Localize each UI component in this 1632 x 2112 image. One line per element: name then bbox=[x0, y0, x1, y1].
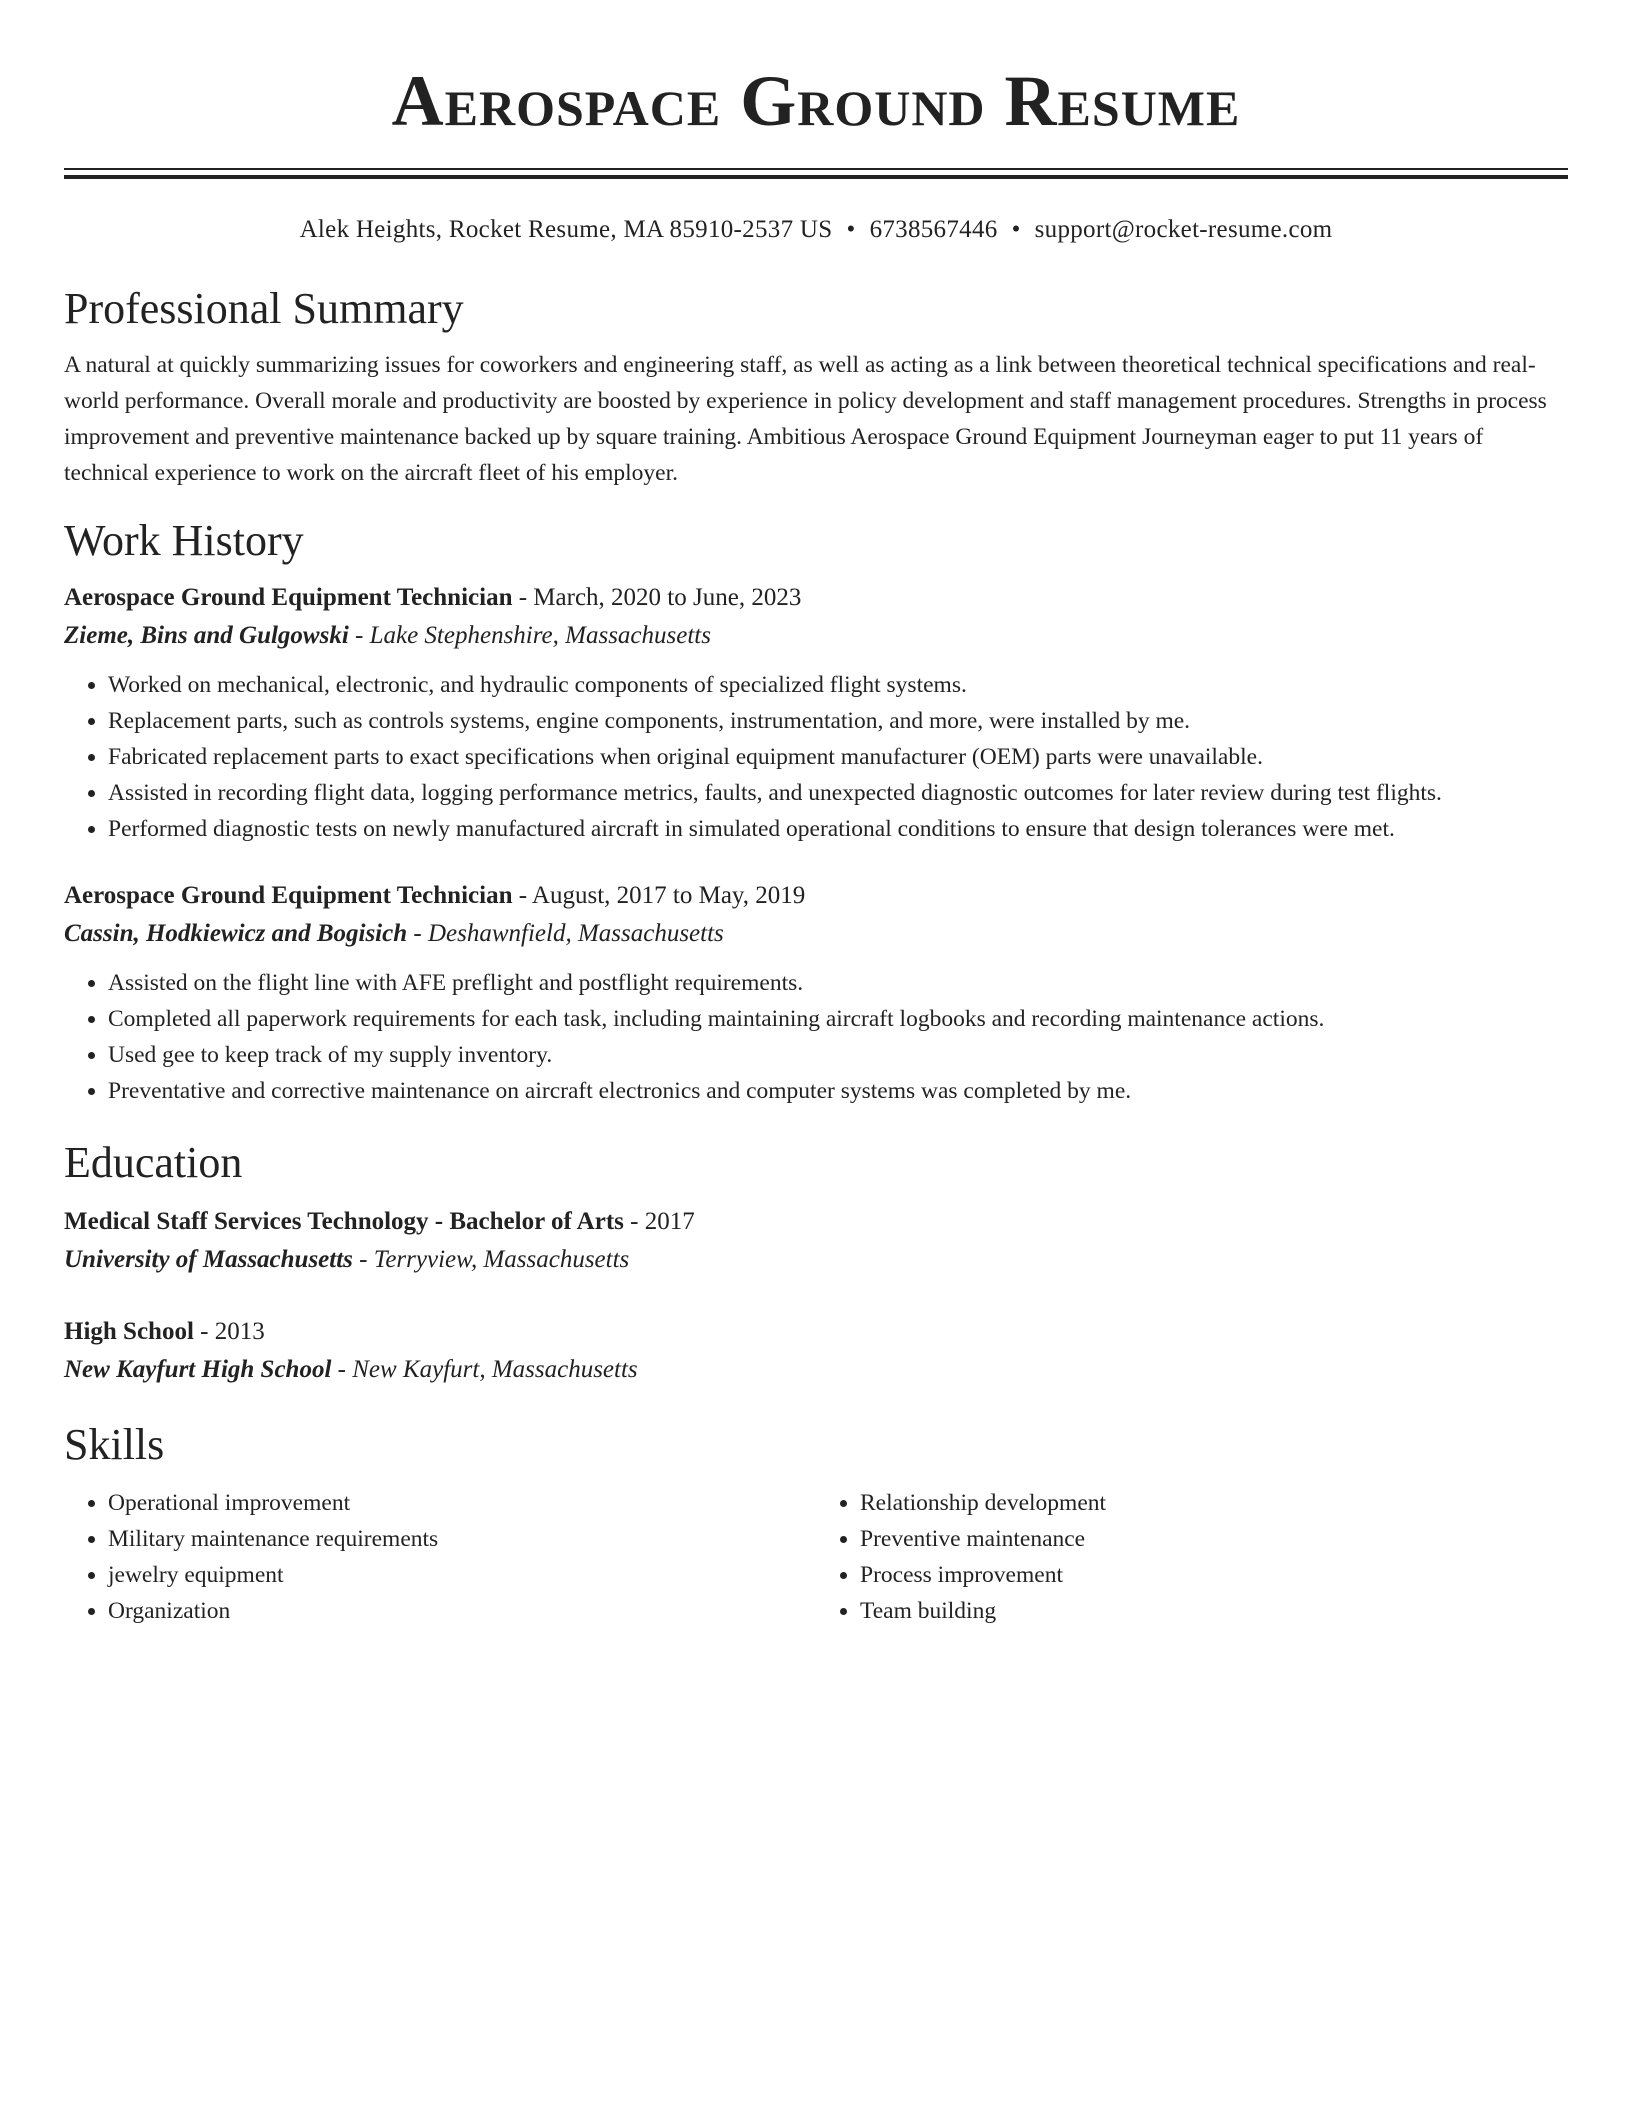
job-bullet: • Replacement parts, such as controls systems, engine components, instrumentation, and more, were installed by me. bbox=[108, 703, 1568, 739]
education-school: University of Massachusetts bbox=[64, 1246, 353, 1273]
contact-separator: • bbox=[846, 216, 856, 243]
skills-grid bbox=[64, 1485, 1568, 1629]
skill-item: • Process improvement bbox=[860, 1557, 1568, 1593]
skill-item: • Team building bbox=[860, 1593, 1568, 1629]
education-school-line bbox=[64, 1351, 1568, 1389]
job-company: Cassin, Hodkiewicz and Bogisich bbox=[64, 920, 408, 947]
title-double-rule bbox=[64, 168, 1568, 179]
education-location: - Terryview, Massachusetts bbox=[352, 1246, 630, 1273]
skill-item: • Operational improvement bbox=[108, 1485, 816, 1521]
education-degree: Medical Staff Services Technology - Bachelor of Arts bbox=[64, 1208, 624, 1235]
job-bullet: • Fabricated replacement parts to exact specifications when original equipment manufacturer (OEM) parts were unavailable. bbox=[108, 739, 1568, 775]
work-history-section bbox=[64, 513, 1568, 1109]
education-header bbox=[64, 1203, 1568, 1241]
job-employer bbox=[64, 617, 1568, 655]
skill-item: • Preventive maintenance bbox=[860, 1521, 1568, 1557]
education-year: - 2013 bbox=[193, 1318, 265, 1345]
job-header bbox=[64, 877, 1568, 915]
job-title: Aerospace Ground Equipment Technician bbox=[64, 584, 513, 611]
skills-heading: Skills bbox=[64, 1420, 165, 1469]
skill-item: • Military maintenance requirements bbox=[108, 1521, 816, 1557]
contact-line bbox=[64, 213, 1568, 247]
job-bullet: • Performed diagnostic tests on newly manufactured aircraft in simulated operational conditions to ensure that design tolerances were met. bbox=[108, 811, 1568, 847]
job-bullet: • Assisted on the flight line with AFE preflight and postflight requirements. bbox=[108, 965, 1568, 1001]
job-bullet: • Completed all paperwork requirements for each task, including maintaining aircraft logbooks and recording maintenance actions. bbox=[108, 1001, 1568, 1037]
job-location: - Lake Stephenshire, Massachusetts bbox=[348, 622, 711, 649]
skill-item: • jewelry equipment bbox=[108, 1557, 816, 1593]
skills-list-right bbox=[816, 1485, 1568, 1629]
job-dates: - August, 2017 to May, 2019 bbox=[512, 882, 806, 909]
job-employer bbox=[64, 915, 1568, 953]
summary-section bbox=[64, 281, 1568, 491]
education-school-line bbox=[64, 1241, 1568, 1279]
job-bullet: • Worked on mechanical, electronic, and hydraulic components of specialized flight systems. bbox=[108, 667, 1568, 703]
job-dates: - March, 2020 to June, 2023 bbox=[512, 584, 802, 611]
contact-phone: 6738567446 bbox=[869, 216, 998, 243]
contact-email: support@rocket-resume.com bbox=[1034, 216, 1333, 243]
education-section bbox=[64, 1135, 1568, 1389]
education-entry bbox=[64, 1313, 1568, 1389]
work-history-heading: Work History bbox=[64, 516, 304, 565]
job-bullets bbox=[64, 667, 1568, 847]
contact-separator: • bbox=[1011, 216, 1021, 243]
education-entry bbox=[64, 1203, 1568, 1279]
skills-section bbox=[64, 1417, 1568, 1629]
skills-list-left bbox=[64, 1485, 816, 1629]
job-bullet: • Assisted in recording flight data, logging performance metrics, faults, and unexpected diagnostic outcomes for later review during test flights. bbox=[108, 775, 1568, 811]
skill-item: • Relationship development bbox=[860, 1485, 1568, 1521]
education-year: - 2017 bbox=[623, 1208, 695, 1235]
contact-address: Alek Heights, Rocket Resume, MA 85910-2537 US bbox=[299, 216, 833, 243]
summary-heading: Professional Summary bbox=[64, 284, 464, 333]
job-company: Zieme, Bins and Gulgowski bbox=[64, 622, 349, 649]
job-bullets bbox=[64, 965, 1568, 1109]
resume-title: Aerospace Ground Resume bbox=[391, 61, 1241, 141]
job-title: Aerospace Ground Equipment Technician bbox=[64, 882, 513, 909]
education-header bbox=[64, 1313, 1568, 1351]
skill-item: • Organization bbox=[108, 1593, 816, 1629]
education-location: - New Kayfurt, Massachusetts bbox=[331, 1356, 638, 1383]
job-location: - Deshawnfield, Massachusetts bbox=[407, 920, 724, 947]
job-entry bbox=[64, 877, 1568, 1109]
education-degree: High School bbox=[64, 1318, 194, 1345]
summary-text: A natural at quickly summarizing issues for coworkers and engineering staff, as well as acting as a link between theoretical technical specifications and real-world performance. Overall morale and productivity are boosted by experience in policy development and staff management procedures. Strengths in process improvement and preventive maintenance backed up by square training. Ambitious Aerospace Ground Equipment Journeyman eager to put 11 years of technical experience to work on the aircraft fleet of his employer. bbox=[64, 352, 1547, 486]
education-school: New Kayfurt High School bbox=[64, 1356, 332, 1383]
job-bullet: • Preventative and corrective maintenance on aircraft electronics and computer systems was completed by me. bbox=[108, 1073, 1568, 1109]
job-bullet: • Used gee to keep track of my supply inventory. bbox=[108, 1037, 1568, 1073]
job-entry bbox=[64, 579, 1568, 847]
education-heading: Education bbox=[64, 1138, 243, 1187]
job-header bbox=[64, 579, 1568, 617]
